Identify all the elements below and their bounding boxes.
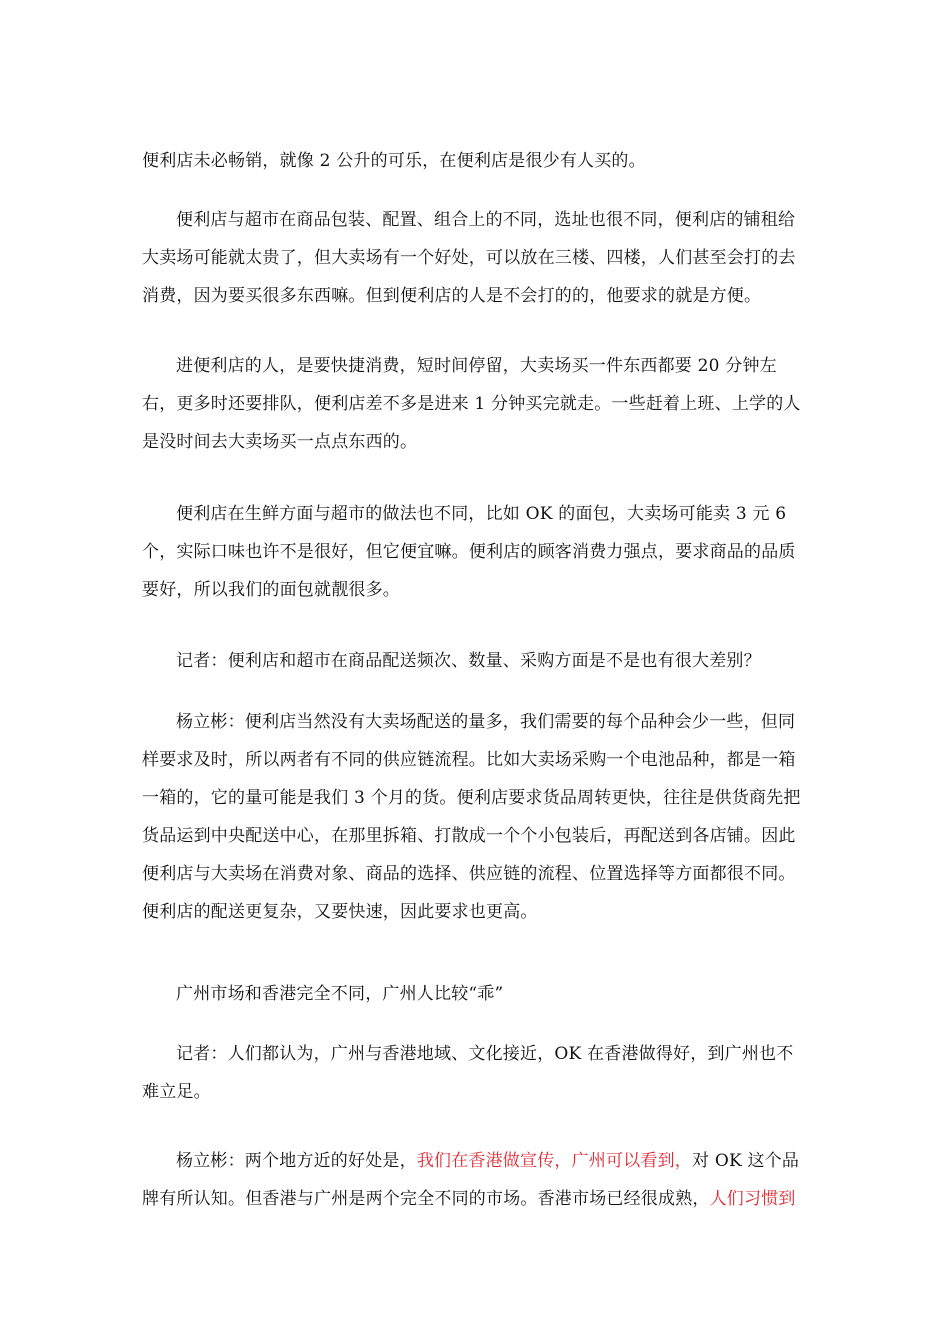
text-line: 便利店在生鲜方面与超市的做法也不同，比如 OK 的面包，大卖场可能卖 3 元 6 [176,504,787,524]
text-line: 消费，因为要买很多东西嘛。但到便利店的人是不会打的的，他要求的就是方便。 [142,286,762,306]
text-line: 个，实际口味也许不是很好，但它便宜嘛。便利店的顾客消费力强点，要求商品的品质 [142,542,796,562]
section-heading [142,975,810,1013]
text-line: 广州市场和香港完全不同，广州人比较“乖” [176,984,504,1004]
text-line: 货品运到中央配送中心，在那里拆箱、打散成一个个小包装后，再配送到各店铺。因此 [142,826,796,846]
text-line: 样要求及时，所以两者有不同的供应链流程。比如大卖场采购一个电池品种，都是一箱 [142,750,796,770]
text-line: 便利店未必畅销，就像 2 公升的可乐，在便利店是很少有人买的。 [142,151,646,171]
paragraph-3 [142,347,810,461]
highlighted-text: 我们在香港做宣传，广州可以看到， [416,1151,693,1171]
paragraph-6 [142,703,810,931]
text-line: 进便利店的人，是要快捷消费，短时间停留，大卖场买一件东西都要 20 分钟左 [176,356,777,376]
paragraph-4 [142,495,810,609]
text-segment: 对 OK 这个品 [692,1151,800,1171]
paragraph-7 [142,1035,810,1111]
text-line [142,1180,810,1218]
paragraph-5 [142,642,810,680]
text-line: 记者：人们都认为，广州与香港地域、文化接近，OK 在香港做得好，到广州也不 [176,1044,794,1064]
paragraph-8 [142,1142,810,1218]
text-line: 右，更多时还要排队，便利店差不多是进来 1 分钟买完就走。一些赶着上班、上学的人 [142,394,801,414]
text-line: 记者：便利店和超市在商品配送频次、数量、采购方面是不是也有很大差别？ [176,651,761,671]
text-line: 杨立彬：便利店当然没有大卖场配送的量多，我们需要的每个品种会少一些，但同 [176,712,796,732]
text-line: 便利店与大卖场在消费对象、商品的选择、供应链的流程、位置选择等方面都很不同。 [142,864,796,884]
text-line: 便利店与超市在商品包装、配置、组合上的不同，选址也很不同，便利店的铺租给 [176,210,796,230]
text-segment: 牌有所认知。但香港与广州是两个完全不同的市场。香港市场已经很成熟， [142,1189,710,1209]
highlighted-text: 人们习惯到 [709,1189,796,1209]
paragraph-1 [142,142,810,180]
text-line: 要好，所以我们的面包就靓很多。 [142,580,400,600]
text-line: 大卖场可能就太贵了，但大卖场有一个好处，可以放在三楼、四楼，人们甚至会打的去 [142,248,796,268]
paragraph-2 [142,201,810,315]
text-line: 一箱的，它的量可能是我们 3 个月的货。便利店要求货品周转更快，往往是供货商先把 [142,788,801,808]
text-line: 难立足。 [142,1082,211,1102]
text-segment: 杨立彬：两个地方近的好处是， [176,1151,417,1171]
text-line: 是没时间去大卖场买一点点东西的。 [142,432,418,452]
text-line: 便利店的配送更复杂，又要快速，因此要求也更高。 [142,902,538,922]
text-line [142,1142,810,1180]
